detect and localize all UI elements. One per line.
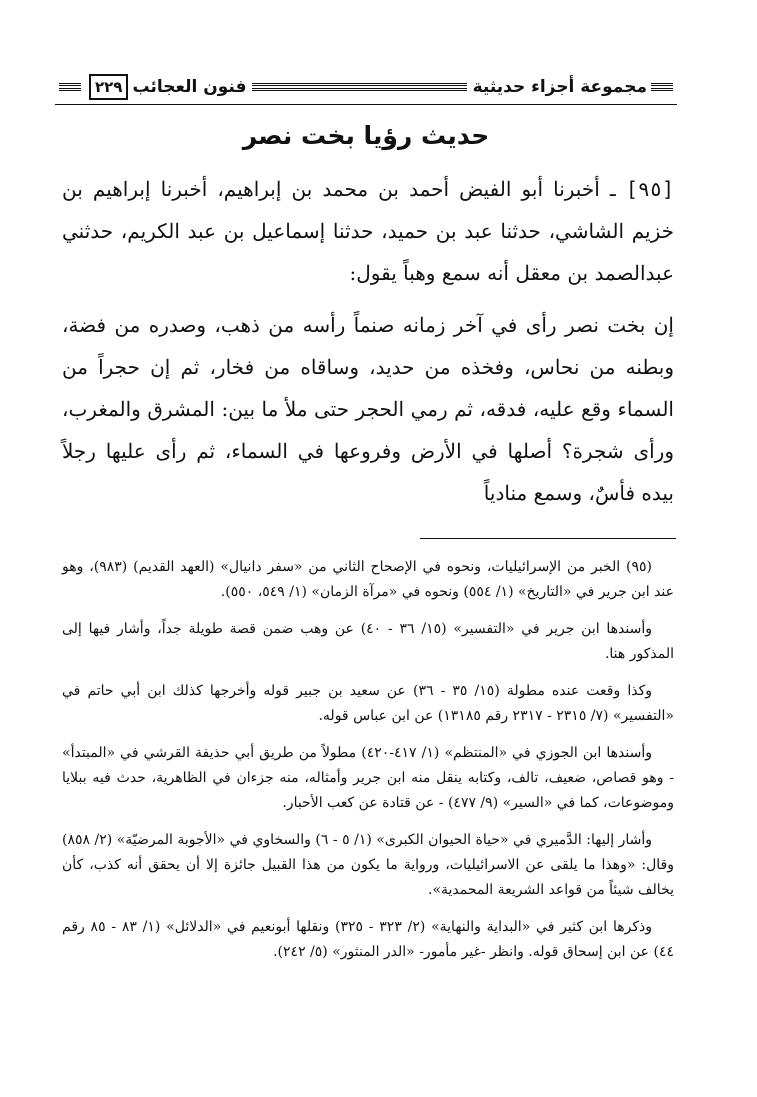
footnotes: [62, 555, 674, 977]
isnad-paragraph: [62, 168, 674, 294]
page-number: ٢٢٩: [89, 74, 128, 100]
section-title: حديث رؤيا بخت نصر: [242, 121, 490, 150]
footnote: وأسندها ابن جرير في «التفسير» (١٥/ ٣٦ - ٤٠) عن وهب ضمن قصة طويلة جداً، وأشار فيها إلى المذكور هنا.: [62, 621, 674, 662]
footnote-separator: [420, 538, 676, 539]
footnote: وذكرها ابن كثير في «البداية والنهاية» (٢/ ٣٢٣ - ٣٢٥) ونقلها أبونعيم في «الدلائل» (١/ ٨٣ - ٨٥ رقم ٤٤) عن ابن إسحاق قوله. وانظر -غير مأمور- «الدر المنثور» (٥/ ٢٤٢).: [62, 919, 674, 960]
running-header: [55, 70, 677, 104]
header-book-title: مجموعة أجزاء حديثية: [472, 77, 647, 97]
header-rule: [252, 83, 466, 91]
header-underline: [55, 104, 677, 105]
paragraph-number: [٩٥]: [625, 177, 675, 201]
footnote: (٩٥) الخبر من الإسرائيليات، ونحوه في الإصحاح الثاني من «سفر دانيال» (العهد القديم) (٩٨٣)، وهو عند ابن جرير في «التاريخ» (١/ ٥٥٤) ونحوه في «مرآة الزمان» (١/ ٥٤٩، ٥٥٠).: [62, 559, 674, 600]
header-ornament-right: [651, 83, 673, 91]
isnad-text: ـ أخبرنا أبو الفيض أحمد بن محمد بن إبراهيم، أخبرنا إبراهيم بن خزيم الشاشي، حدثنا عبد بن حميد، حدثنا إسماعيل بن عبد الكريم، حدثني عبدالصمد بن معقل أنه سمع وهباً يقول:: [62, 177, 674, 285]
footnote: وكذا وقعت عنده مطولة (١٥/ ٣٥ - ٣٦) عن سعيد بن جبير قوله وأخرجها كذلك ابن أبي حاتم في «التفسير» (٧/ ٢٣١٥ - ٢٣١٧ رقم ١٣١٨٥) عن ابن عباس قوله.: [62, 683, 674, 724]
header-ornament-left: [59, 83, 81, 91]
footnote: وأسندها ابن الجوزي في «المنتظم» (١/ ٤١٧-٤٢٠) مطولاً من طريق أبي حذيفة القرشي في «المبتدأ» - وهو قصاص، ضعيف، تالف، وكتابه ينقل منه ابن جرير وأمثاله، منه جزءان في الظاهرية، حدث فيه ببلايا وموضوعات، كما في «السير» (٩/ ٤٧٧) - عن قتادة عن كعب الأحبار.: [62, 745, 674, 811]
matn-paragraph: إن بخت نصر رأى في آخر زمانه صنماً رأسه من ذهب، وصدره من فضة، وبطنه من نحاس، وفخذه من حديد، وساقاه من فخار، ثم إن حجراً من السماء وقع عليه، فدقه، ثم رمي الحجر حتى ملأ ما بين: المشرق والمغرب، ورأى شجرة؟ أصلها في الأرض وفروعها في السماء، ثم رأى عليها رجلاً بيده فأسٌ، وسمع منادياً: [62, 313, 674, 505]
footnote: وأشار إليها: الدَّميري في «حياة الحيوان الكبرى» (١/ ٥ - ٦) والسخاوي في «الأجوبة المرضيّة» (٢/ ٨٥٨) وقال: «وهذا ما يلقى عن الاسرائيليات، ورواية ما يكون من هذا القبيل جائزة إلا أن يحقق أنه كذب، كأن يخالف شيئاً من قواعد الشريعة المحمدية».: [62, 832, 674, 898]
header-part-title: فنون العجائب: [132, 77, 247, 97]
